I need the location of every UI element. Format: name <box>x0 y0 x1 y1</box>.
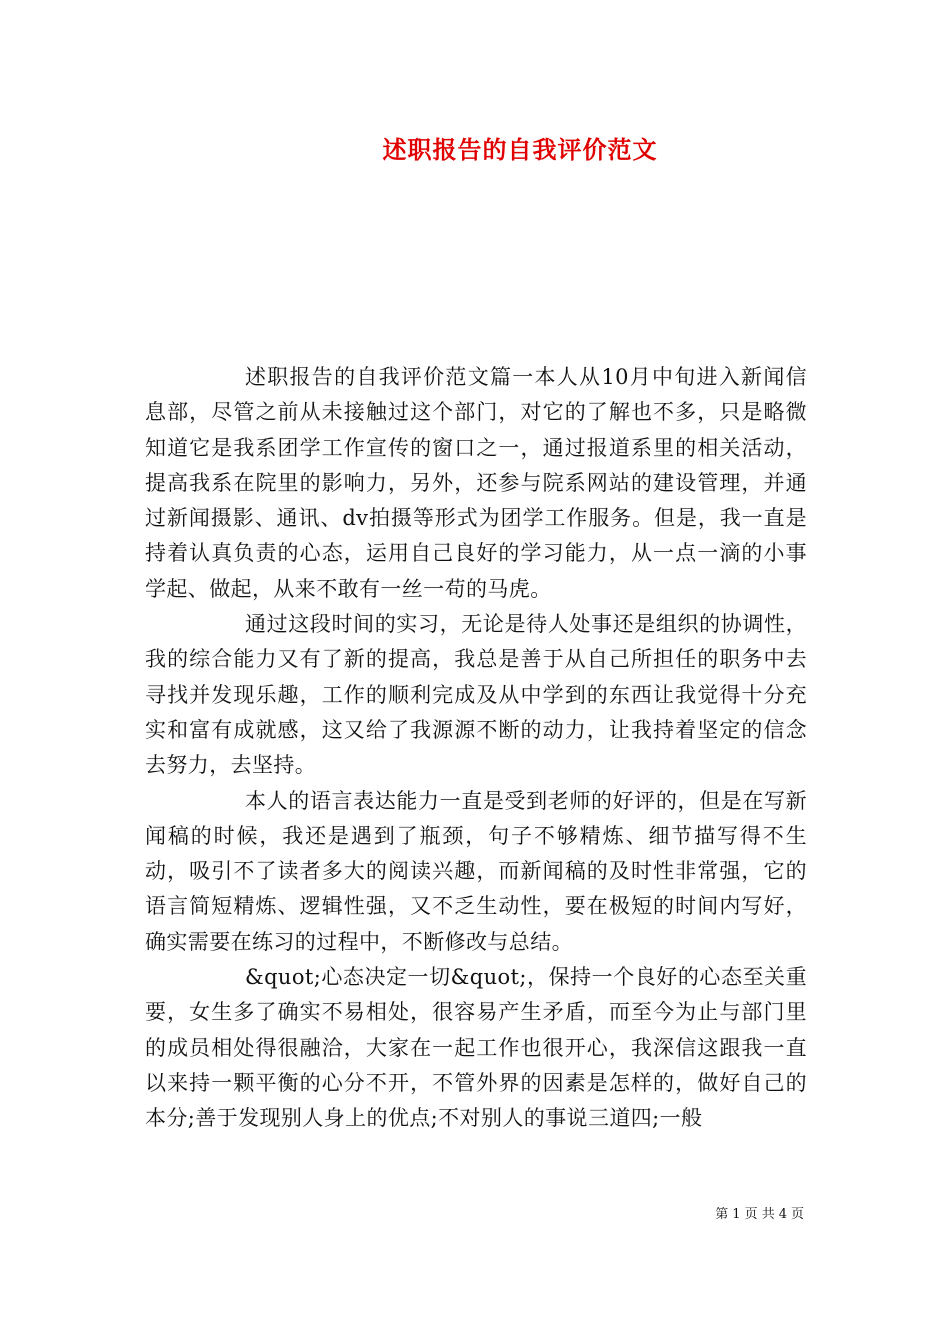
page-label-mid: 页 共 <box>744 1207 775 1222</box>
paragraph-4: &quot;心态决定一切&quot;，保持一个良好的心态至关重要，女生多了确实不易相处，很容易产生矛盾，而至今为止与部门里的成员相处得很融洽，大家在一起工作也很开心，我深信这跟我一直以来持一颗平衡的心分不开，不管外界的因素是怎样的，做好自己的本分;善于发现别人身上的优点;不对别人的事说三道四;一般 <box>145 965 807 1131</box>
page-number-footer <box>0 1206 806 1224</box>
paragraph-3: 本人的语言表达能力一直是受到老师的好评的，但是在写新闻稿的时候，我还是遇到了瓶颈，句子不够精炼、细节描写得不生动，吸引不了读者多大的阅读兴趣，而新闻稿的及时性非常强，它的语言简短精炼、逻辑性强，又不乏生动性，要在极短的时间内写好，确实需要在练习的过程中，不断修改与总结。 <box>145 788 807 954</box>
total-pages-number: 4 <box>778 1207 787 1222</box>
document-body <box>145 360 807 1137</box>
paragraph-2: 通过这段时间的实习，无论是待人处事还是组织的协调性，我的综合能力又有了新的提高，我总是善于从自己所担任的职务中去寻找并发现乐趣，工作的顺利完成及从中学到的东西让我觉得十分充实和富有成就感，这又给了我源源不断的动力，让我持着坚定的信念去努力，去坚持。 <box>145 612 807 778</box>
page-label-suffix: 页 <box>790 1207 804 1222</box>
document-title: 述职报告的自我评价范文 <box>382 135 658 164</box>
page-label-prefix: 第 <box>715 1207 729 1222</box>
current-page-number: 1 <box>732 1207 741 1222</box>
paragraph-1: 述职报告的自我评价范文篇一本人从10月中旬进入新闻信息部，尽管之前从未接触过这个部门，对它的了解也不多，只是略微知道它是我系团学工作宣传的窗口之一，通过报道系里的相关活动，提高我系在院里的影响力，另外，还参与院系网站的建设管理，并通过新闻摄影、通讯、dv拍摄等形式为团学工作服务。但是，我一直是持着认真负责的心态，运用自己良好的学习能力，从一点一滴的小事学起、做起，从来不敢有一丝一苟的马虎。 <box>145 365 807 601</box>
